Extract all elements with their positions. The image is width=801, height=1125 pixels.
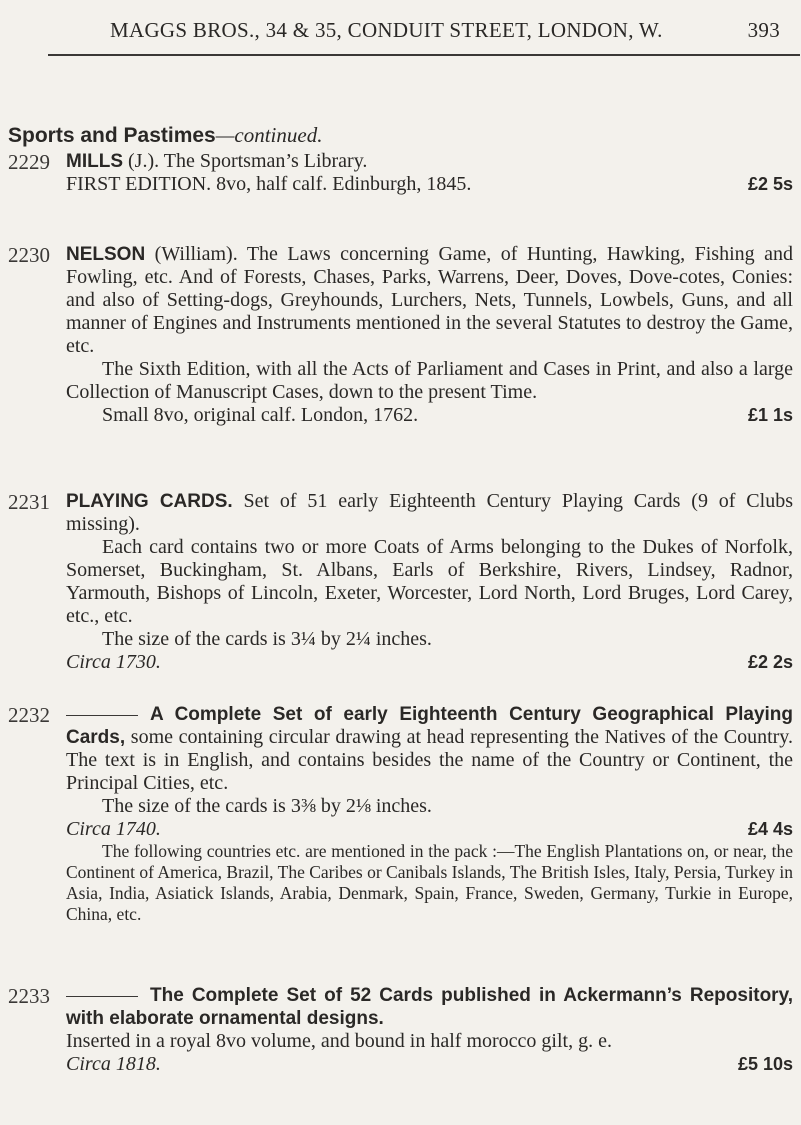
entry-binding: Inserted in a royal 8vo volume, and bound in half morocco gilt, g. e. bbox=[66, 1030, 612, 1052]
page-number: 393 bbox=[747, 18, 780, 42]
ditto-dash bbox=[66, 715, 138, 716]
entry-title: The Complete Set of 52 Cards published in Ackermann’s Repository, with elaborate ornamental designs. bbox=[66, 985, 793, 1029]
entry-text: (William). The Laws concerning Game, of Hunting, Hawking, Fishing and Fowling, etc. And of Forests, Chases, Parks, Warrens, Deer, Doves, Dove-cotes, Conies: and also of Setting-dogs, Greyhounds, Lurchers, Nets, Tunnels, Lowbels, Guns, and all manner of Engines and Instruments mentioned in the several Statutes to destroy the Game, etc. bbox=[66, 243, 793, 357]
entry-description: Each card contains two or more Coats of Arms belonging to the Dukes of Norfolk, Somerset, Buckingham, St. Albans, Earls of Berkshire, Rivers, Lindsey, Radnor, Yarmouth, Bishops of Lincoln, Exeter, Worcester, Lord North, Lord Bruges, Lord Carey, etc., etc. bbox=[66, 536, 793, 627]
entry-price: £2 2s bbox=[747, 652, 793, 672]
entry-edition: FIRST EDITION. 8vo, half calf. Edinburgh, 1845. bbox=[66, 173, 472, 195]
ditto-dash bbox=[66, 996, 138, 997]
entry-price: £2 5s bbox=[747, 174, 793, 194]
catalogue-entry-2231 bbox=[8, 490, 793, 674]
entry-price: £5 10s bbox=[737, 1054, 793, 1074]
catalogue-entry-2232 bbox=[8, 703, 793, 925]
entry-size: The size of the cards is 3¼ by 2¼ inches. bbox=[102, 628, 432, 650]
entry-number: 2232 bbox=[8, 703, 50, 727]
entry-date: Circa 1730. bbox=[66, 651, 161, 673]
section-heading: Sports and Pastimes—continued. bbox=[8, 123, 323, 147]
entry-date: Circa 1818. bbox=[66, 1053, 161, 1075]
running-header bbox=[110, 18, 780, 43]
entry-note: The following countries etc. are mentioned in the pack :—The English Plantations on, or near, the Continent of America, Brazil, The Caribes or Canibals Islands, The British Isles, Italy, Persia, Turkey in Asia, India, Asiatick Islands, Arabia, Denmark, Spain, France, Sweden, Germany, Turkie in Europe, China, etc. bbox=[66, 841, 793, 924]
entry-format: Small 8vo, original calf. London, 1762. bbox=[102, 404, 419, 426]
entry-date: Circa 1740. bbox=[66, 818, 161, 840]
catalogue-entry-2229 bbox=[8, 150, 793, 196]
header-publisher: MAGGS BROS., 34 & 35, CONDUIT STREET, LONDON, W. bbox=[110, 18, 663, 42]
entry-title: A Complete Set of early Eighteenth Century Geographical Playing Cards, bbox=[66, 704, 793, 748]
catalogue-entry-2233 bbox=[8, 984, 793, 1076]
entry-title: MILLS bbox=[66, 151, 123, 172]
entry-number: 2233 bbox=[8, 984, 50, 1008]
entry-text: Set of 51 early Eighteenth Century Playing Cards (9 of Clubs missing). bbox=[66, 490, 793, 535]
header-rule bbox=[48, 54, 800, 56]
entry-price: £1 1s bbox=[747, 405, 793, 425]
catalogue-entry-2230 bbox=[8, 243, 793, 427]
entry-price: £4 4s bbox=[747, 819, 793, 839]
entry-description: The Sixth Edition, with all the Acts of Parliament and Cases in Print, and also a large Collection of Manuscript Cases, down to the present Time. bbox=[66, 358, 793, 403]
entry-number: 2229 bbox=[8, 150, 50, 174]
entry-text: (J.). The Sportsman’s Library. bbox=[123, 150, 368, 172]
entry-text: some containing circular drawing at head representing the Natives of the Country. The text is in English, and contains besides the name of the Country or Continent, the Principal Cities, etc. bbox=[66, 726, 793, 794]
entry-size: The size of the cards is 3⅜ by 2⅛ inches. bbox=[102, 795, 432, 817]
entry-number: 2231 bbox=[8, 490, 50, 514]
entry-title: NELSON bbox=[66, 244, 146, 265]
entry-number: 2230 bbox=[8, 243, 50, 267]
entry-title: PLAYING CARDS. bbox=[66, 491, 233, 512]
